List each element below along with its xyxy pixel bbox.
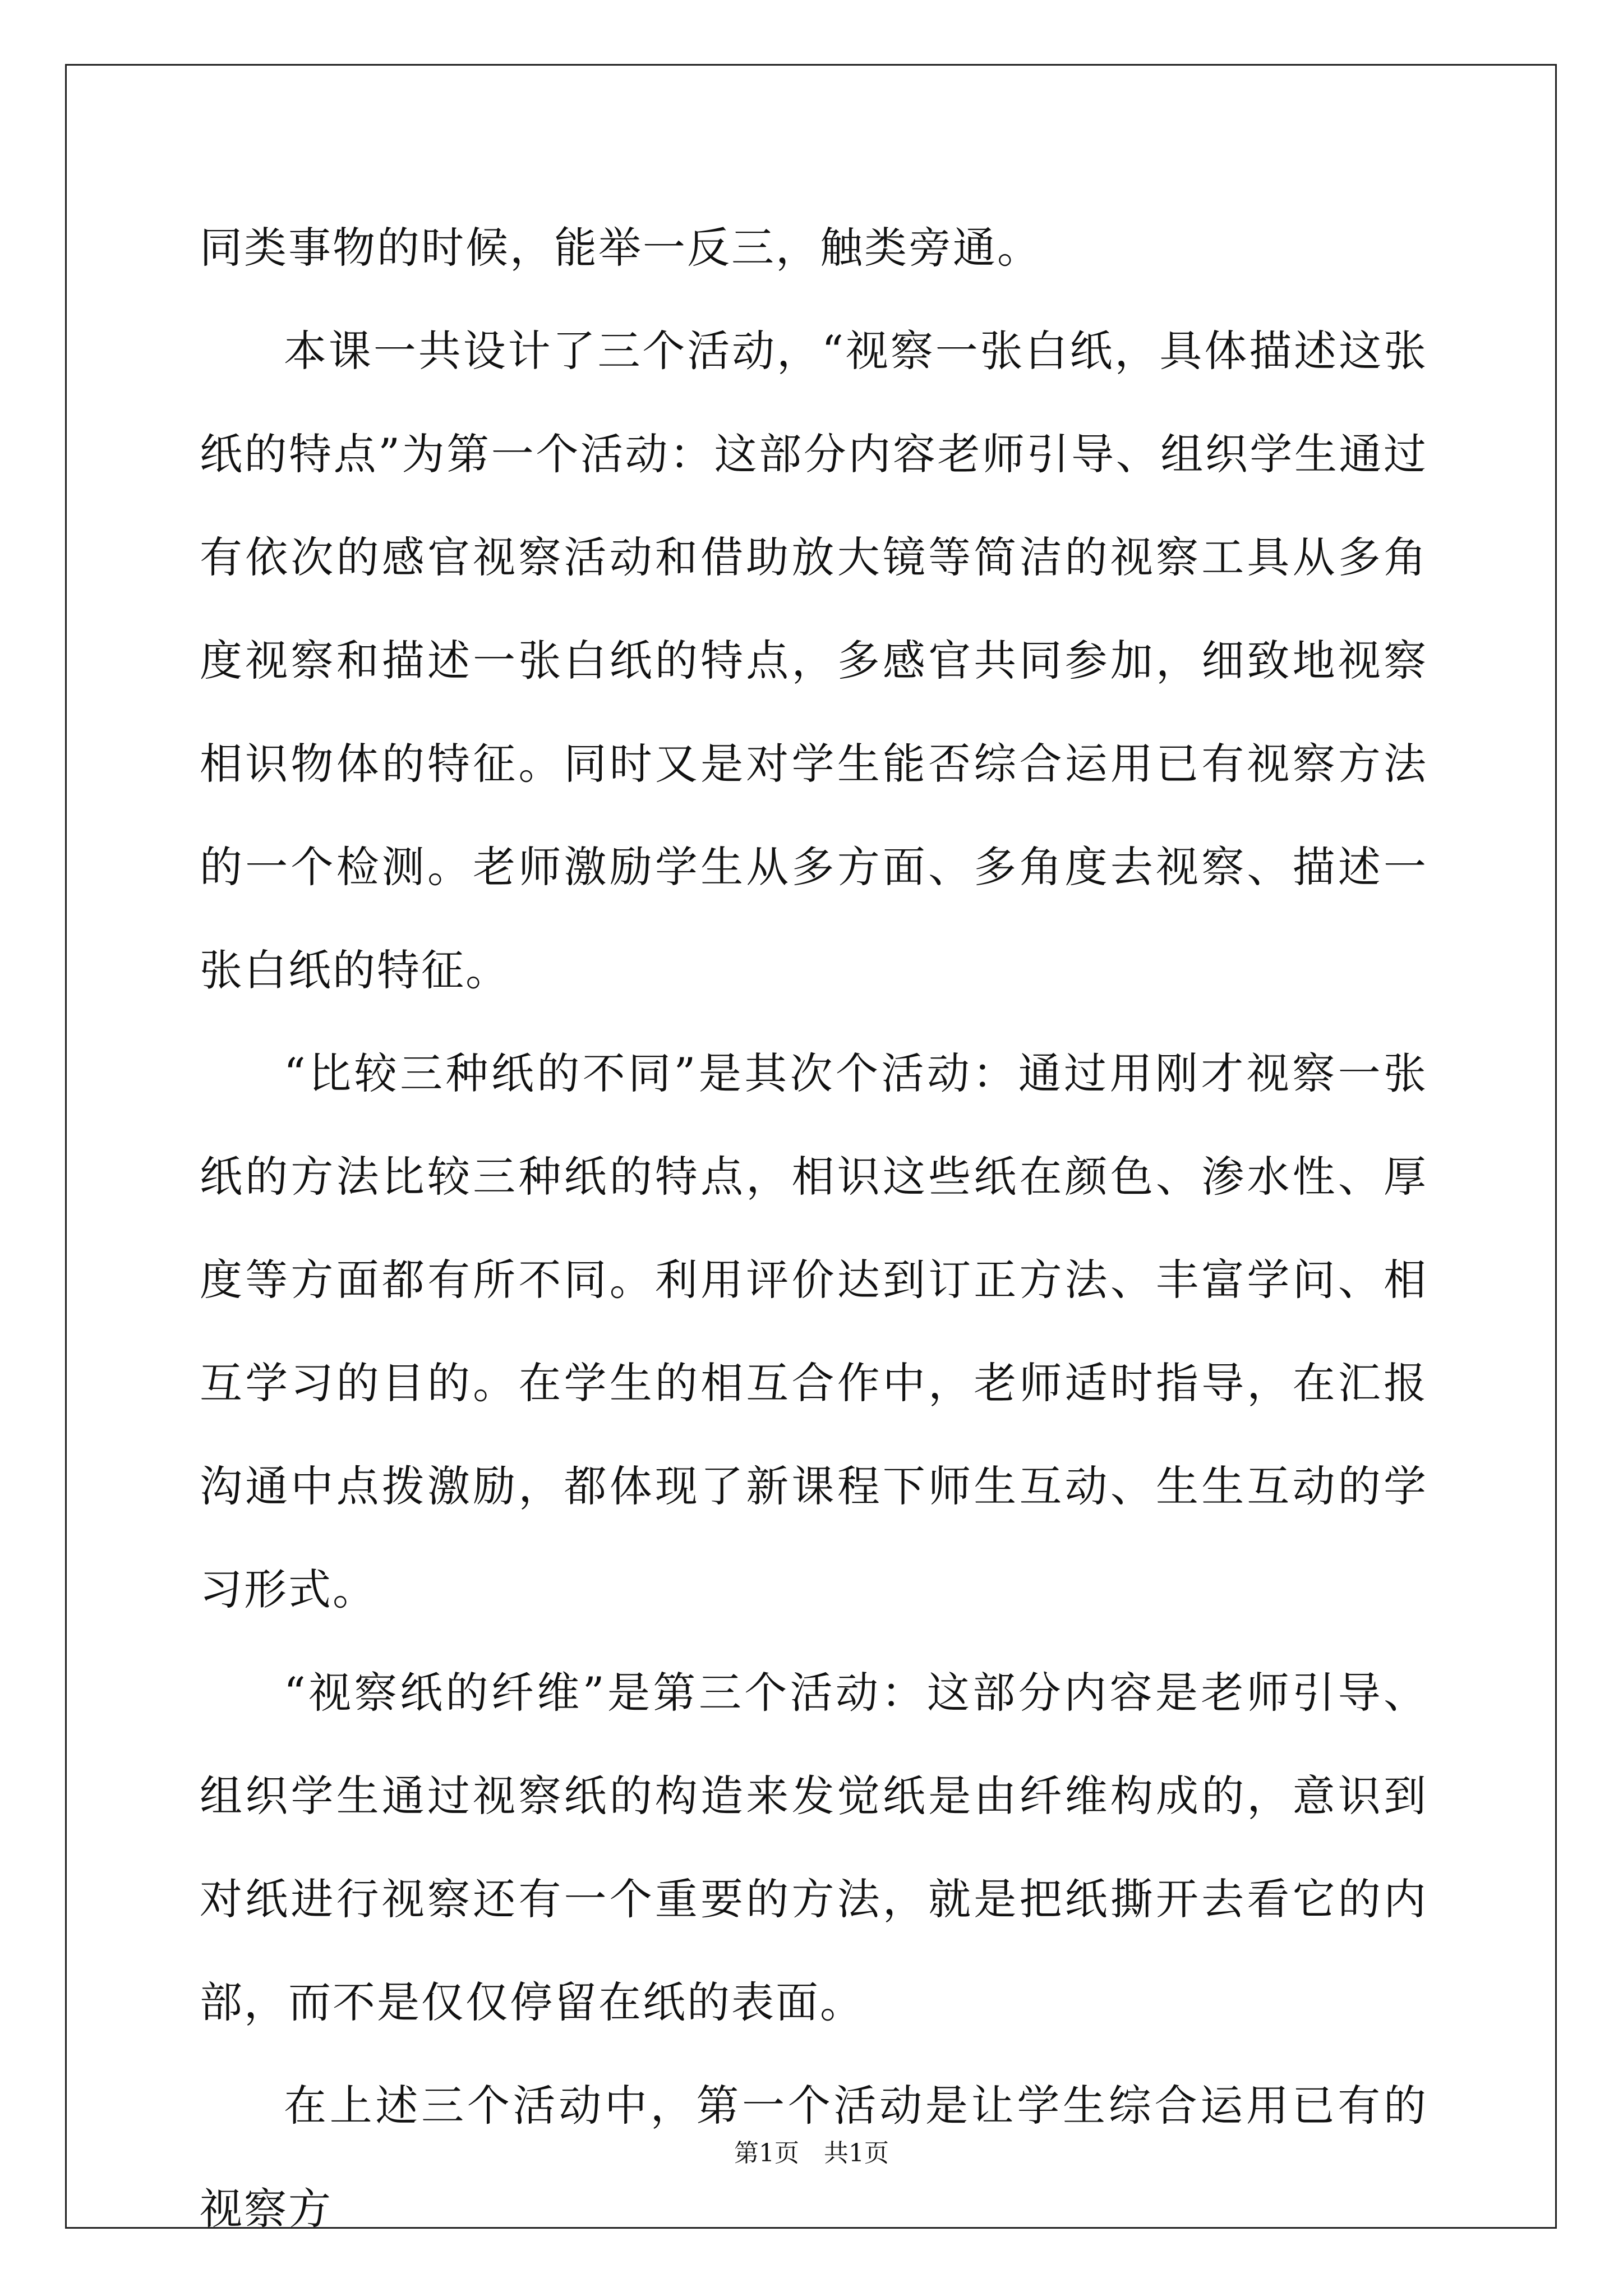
paragraph-4: “视察纸的纤维”是第三个活动：这部分内容是老师引导、组织学生通过视察纸的构造来发觉纸是由纤维构成的，意识到对纸进行视察还有一个重要的方法，就是把纸撕开去看它的内部，而不是仅仅停留在纸的表面。 [200,1668,1428,2027]
paragraph-5: 在上述三个活动中，第一个活动是让学生综合运用已有的视察方 [200,2081,1428,2234]
page-total: 共1页 [824,2139,889,2168]
page-number: 第1页 [734,2139,799,2168]
page-footer [0,2133,1623,2169]
document-body [200,196,1428,2261]
paragraph-1: 同类事物的时候，能举一反三，触类旁通。 [200,223,1041,273]
paragraph-2: 本课一共设计了三个活动，“视察一张白纸，具体描述这张纸的特点”为第一个活动：这部分内容老师引导、组织学生通过有依次的感官视察活动和借助放大镜等简洁的视察工具从多角度视察和描述一张白纸的特点，多感官共同参加，细致地视察相识物体的特征。同时又是对学生能否综合运用已有视察方法的一个检测。老师激励学生从多方面、多角度去视察、描述一张白纸的特征。 [200,326,1428,995]
paragraph-3: “比较三种纸的不同”是其次个活动：通过用刚才视察一张纸的方法比较三种纸的特点，相识这些纸在颜色、渗水性、厚度等方面都有所不同。利用评价达到订正方法、丰富学问、相互学习的目的。在学生的相互合作中，老师适时指导，在汇报沟通中点拨激励，都体现了新课程下师生互动、生生互动的学习形式。 [200,1048,1428,1614]
